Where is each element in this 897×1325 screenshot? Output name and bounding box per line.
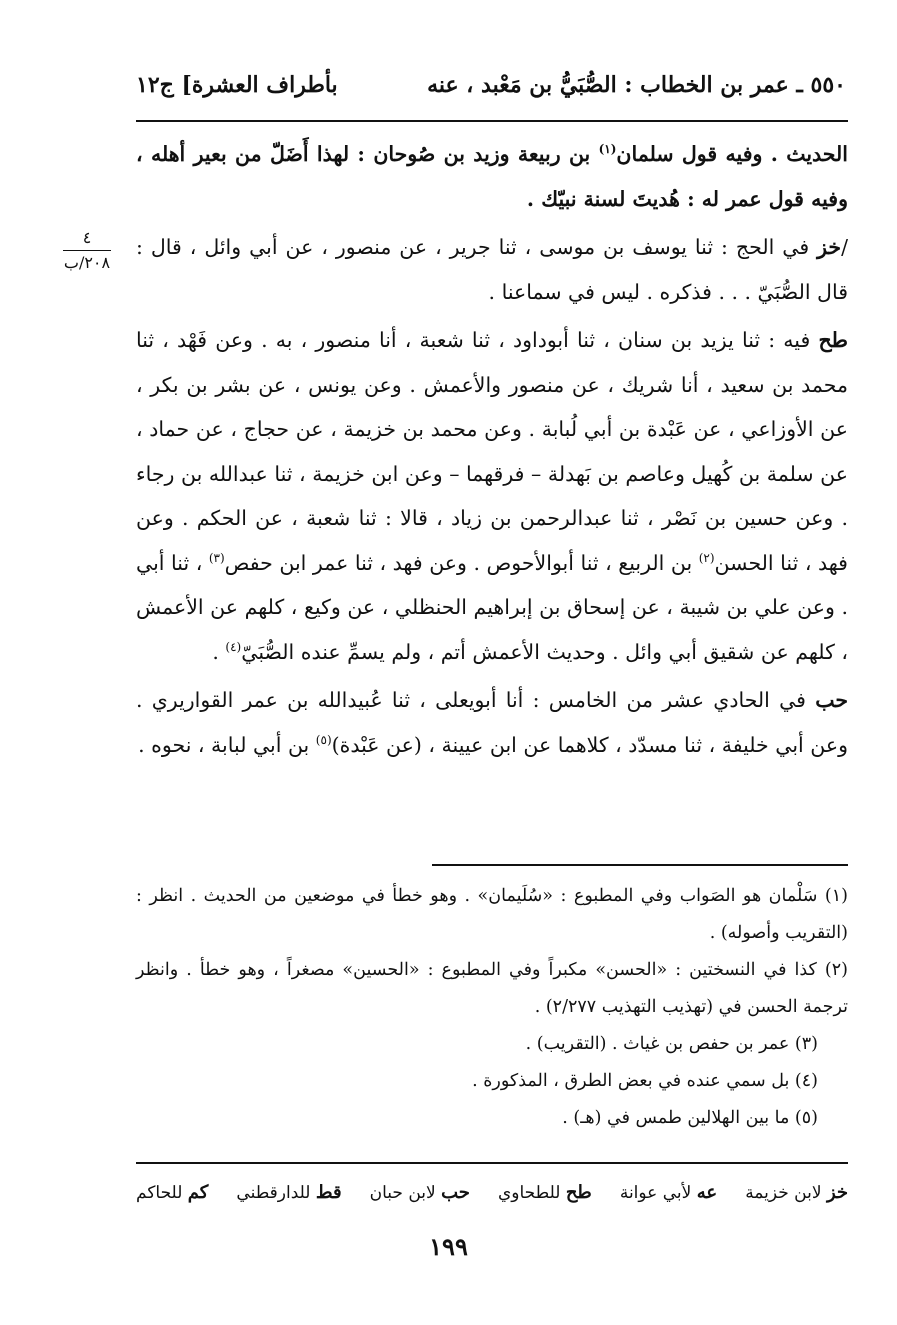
legend-label: للدارقطني [236, 1182, 311, 1203]
sigla-legend [136, 1172, 848, 1212]
paragraph-2 [136, 225, 848, 314]
legend-label: لابن خزيمة [745, 1182, 822, 1203]
footnote-ref-5: (٥) [315, 732, 332, 747]
p4-text-1: في الحادي عشر من الخامس : أنا أبويعلى ، ثنا عُبيدالله بن عمر القواريري . وعن أبي خليفة ، ثنا مسدّد ، كلاهما عن ابن عيينة ، (عن عَبْدة) [136, 688, 848, 757]
legend-siglum: عه [696, 1181, 718, 1203]
footnote-1: (١) سَلْمان هو الصَواب وفي المطبوع : «سُلَيمان» . وهو خطأ في موضعين من الحديث . انظر : (التقريب وأصوله) . [136, 886, 848, 943]
legend-siglum: كم [187, 1181, 209, 1203]
legend-siglum: حب [441, 1181, 470, 1203]
siglum-khuzaymah: خز [817, 235, 842, 259]
legend-rule [136, 1162, 848, 1164]
p2-text: في الحج : ثنا يوسف بن موسى ، ثنا جرير ، عن منصور ، عن أبي وائل ، قال : قال الصُّبَيّ . . . فذكره . ليس في سماعنا . [136, 235, 848, 304]
legend-item [620, 1182, 717, 1203]
footnote-5: (٥) ما بين الهلالين طمس في (هـ) . [562, 1108, 818, 1128]
legend-label: للحاكم [136, 1182, 183, 1203]
p1-text-1: الحديث . وفيه قول سلمان [616, 142, 848, 166]
margin-ref-folio: ٢٠٨/ب [63, 253, 111, 272]
p4-text-2: بن أبي لبابة ، نحوه . [138, 732, 316, 757]
p3-text-2: بن الربيع ، ثنا أبوالأحوص . وعن فهد ، ثنا عمر ابن حفص [224, 550, 699, 575]
legend-siglum: طح [565, 1181, 592, 1203]
header-section-title: ٥٥٠ ـ عمر بن الخطاب : الصُّبَيُّ بن مَعْبد ، عنه [427, 72, 846, 98]
header-book-title: بأطراف العشرة] ج١٢ [136, 72, 338, 98]
p3-text-1: فيه : ثنا يزيد بن سنان ، ثنا أبوداود ، ثنا شعبة ، أنا منصور ، به . وعن فَهْد ، ثنا محمد بن سعيد ، أنا شريك ، عن منصور والأعمش . وعن يونس ، عن بشر بن بكر ، عن الأوزاعي ، عن عَبْدة بن أبي لُبابة . وعن محمد بن خزيمة ، عن حجاج ، عن حماد ، عن سلمة بن كُهيل وعاصم بن بَهدلة – فرقهما – وعن ابن خزيمة ، ثنا عبدالله بن رجاء . وعن حسين بن نَصْر ، ثنا عبدالرحمن بن زياد ، قالا : ثنا شعبة ، عن الحكم . وعن فهد ، ثنا الحسن [136, 328, 848, 575]
paragraph-4 [136, 678, 848, 767]
legend-label: للطحاوي [497, 1182, 561, 1203]
footnote-4: (٤) بل سمي عنده في بعض الطرق ، المذكورة . [472, 1071, 818, 1091]
p1-text-2: بن ربيعة وزيد بن صُوحان : لهذا أَضَلّ من بعير أهله ، وفيه قول عمر له : هُديتَ لسنة نبيّك . [136, 142, 848, 211]
footnote-2: (٢) كذا في النسختين : «الحسن» مكبراً وفي المطبوع : «الحسين» مصغراً ، وهو خطأ . وانظر ترجمة الحسن في (تهذيب التهذيب ٢/٢٧٧) . [136, 960, 848, 1017]
legend-item [236, 1182, 341, 1203]
paragraph-1 [136, 132, 848, 221]
footnote-ref-1: (١) [598, 142, 617, 157]
running-header [136, 62, 846, 112]
margin-ref-divider [63, 250, 111, 251]
legend-siglum: خز [826, 1181, 848, 1203]
header-rule [136, 120, 848, 122]
legend-item [136, 1182, 208, 1203]
main-text [136, 132, 848, 771]
p3-text-4: . [212, 639, 226, 664]
siglum-tahawi: طح [818, 328, 848, 352]
page-break-marker: / [841, 235, 848, 259]
paragraph-3 [136, 318, 848, 674]
footnote-rule [432, 864, 848, 866]
legend-item [745, 1182, 848, 1203]
footnotes [136, 878, 848, 1137]
page-number: ١٩٩ [429, 1232, 468, 1261]
legend-siglum: قط [315, 1181, 342, 1203]
margin-manuscript-reference [52, 228, 122, 273]
legend-item [370, 1182, 470, 1203]
footnote-ref-3: (٣) [208, 550, 225, 565]
legend-label: لابن حبان [369, 1182, 436, 1203]
footnote-ref-4: (٤) [225, 639, 242, 654]
footnote-3: (٣) عمر بن حفص بن غياث . (التقريب) . [525, 1034, 818, 1054]
legend-item [498, 1182, 592, 1203]
footnote-ref-2: (٢) [698, 550, 715, 565]
legend-label: لأبي عوانة [619, 1182, 692, 1203]
p3-text-3: ، ثنا أبي . وعن علي بن شيبة ، عن إسحاق بن إبراهيم الحنظلي ، عن وكيع ، كلهم عن الأعمش ، كلهم عن شقيق أبي وائل . وحديث الأعمش أتم ، ولم يسمِّ عنده الصُّبَيّ [136, 550, 848, 664]
margin-ref-number: ٤ [82, 228, 92, 247]
siglum-ibn-hibban: حب [815, 688, 848, 712]
